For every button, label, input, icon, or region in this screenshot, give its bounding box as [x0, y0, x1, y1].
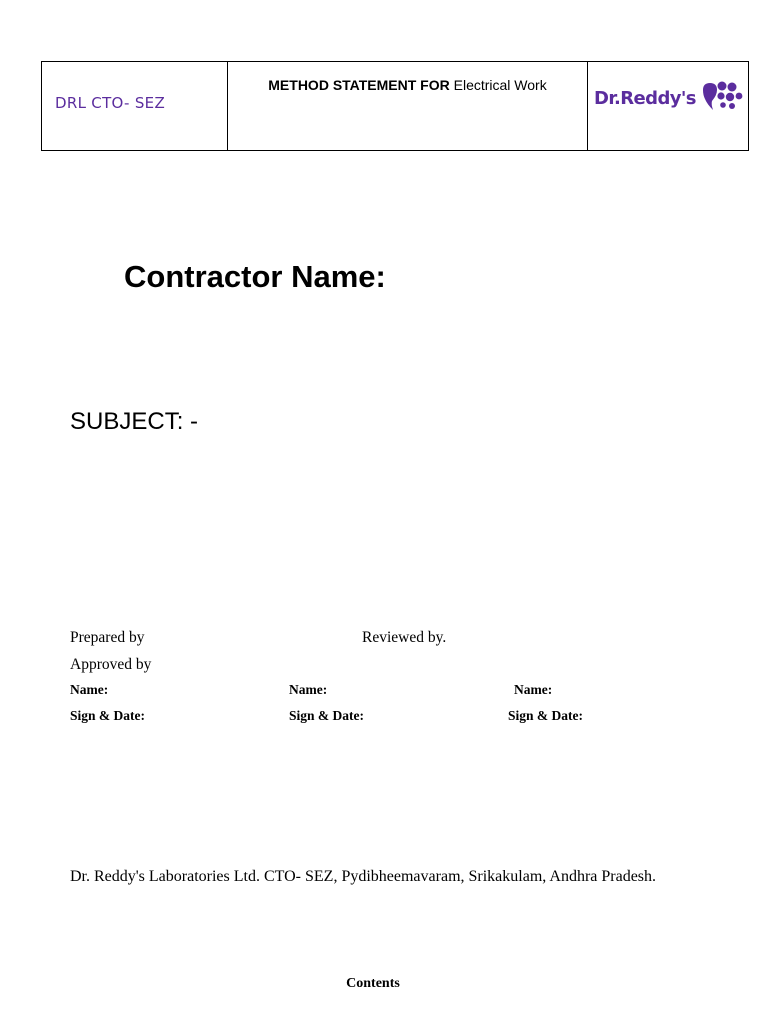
contents-heading: Contents: [346, 976, 400, 991]
approved-by-label: Approved by: [70, 656, 152, 673]
contractor-name-label: Contractor Name:: [124, 259, 386, 294]
prepared-name-label: Name:: [70, 682, 109, 697]
header-logo-cell: [588, 62, 748, 150]
company-address: Dr. Reddy's Laboratories Ltd. CTO- SEZ, Pydibheemavaram, Srikakulam, Andhra Pradesh.: [70, 868, 657, 885]
reviewed-by-label: Reviewed by.: [362, 629, 447, 646]
approved-sign-date-label: Sign & Date:: [508, 708, 583, 723]
prepared-by-label: Prepared by: [70, 629, 145, 646]
approved-name-label: Name:: [514, 682, 553, 697]
document-title: [228, 77, 587, 93]
document-header-table: [41, 61, 749, 151]
company-logo: [594, 80, 743, 116]
document-title-subject: Electrical Work: [449, 77, 547, 93]
reviewed-name-label: Name:: [289, 682, 328, 697]
header-site-cell: [42, 62, 228, 150]
logo-bubbles-icon: [699, 80, 743, 116]
reviewed-sign-date-label: Sign & Date:: [289, 708, 364, 723]
logo-wordmark: Dr.Reddy's: [594, 87, 696, 109]
document-title-bold: METHOD STATEMENT FOR: [268, 77, 450, 93]
site-code: DRL CTO- SEZ: [55, 94, 166, 112]
header-title-cell: [228, 62, 588, 150]
prepared-sign-date-label: Sign & Date:: [70, 708, 145, 723]
subject-label: SUBJECT: -: [70, 408, 199, 435]
